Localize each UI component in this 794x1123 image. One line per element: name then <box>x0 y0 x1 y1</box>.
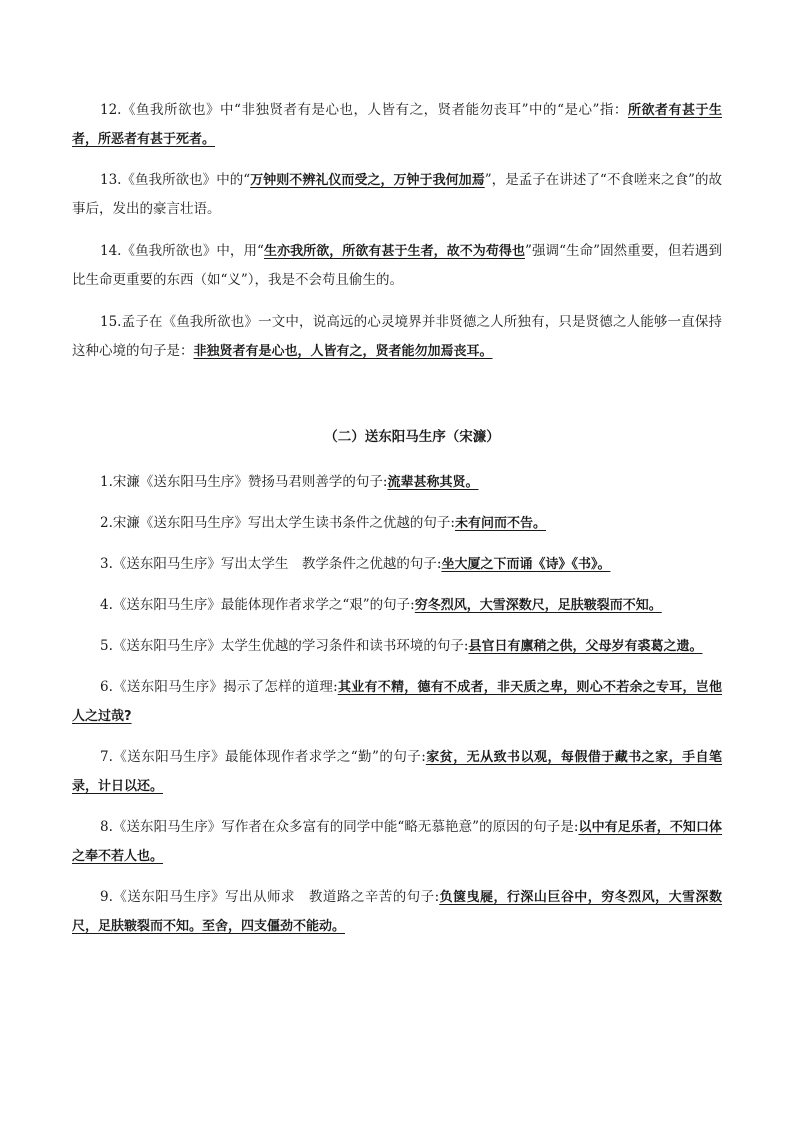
question-item <box>72 308 722 366</box>
answer-text: 流辈甚称其贤。 <box>387 475 479 490</box>
answer-text: 生亦我所欲，所欲有甚于生者，故不为苟得也 <box>263 244 526 259</box>
question-text: 6.《送东阳马生序》揭示了怎样的道理: <box>100 679 338 695</box>
question-text: 5.《送东阳马生序》太学生优越的学习条件和读书环境的句子: <box>100 638 469 654</box>
answer-text: 县官日有廪稍之供，父母岁有裘葛之遗。 <box>468 639 703 654</box>
question-text: 12.《鱼我所欲也》中“非独贤者有是心也，人皆有之，贤者能勿丧耳”中的“是心”指： <box>100 102 628 118</box>
section-title: （二）送东阳马生序（宋濂） <box>324 429 500 445</box>
question-item <box>72 166 722 224</box>
answer-text: 负箧曳屣，行深山巨谷中，穷冬烈风，大雪深数尺，足肤皲裂而不知。至舍，四支僵劲不能动。 <box>72 890 722 934</box>
answer-text: 坐大厦之下而诵《诗》《书》。 <box>441 557 611 572</box>
answer-text: 以中有足乐者，不知口体之奉不若人也。 <box>72 820 722 864</box>
question-text: 13.《鱼我所欲也》中的“ <box>100 172 251 188</box>
answer-text: 其业有不精，德有不成者，非天质之卑，则心不若余之专耳，岂他人之过哉? <box>72 680 722 724</box>
question-text: 1.宋濂《送东阳马生序》赞扬马君则善学的句子: <box>100 474 388 490</box>
question-item <box>72 468 722 497</box>
question-text-after: ”强调“生命”固然重要，但若遇到比生命更重要的东西（如“义”），我是不会苟且偷生的。 <box>72 243 722 288</box>
answer-text: 万钟则不辨礼仪而受之，万钟于我何加焉 <box>250 173 485 188</box>
question-text: 8.《送东阳马生序》写作者在众多富有的同学中能“略无慕艳意”的原因的句子是: <box>100 819 579 835</box>
question-item <box>72 673 722 731</box>
question-item <box>72 632 722 661</box>
question-item <box>72 883 722 941</box>
question-text: 3.《送东阳马生序》写出太学生 教学条件之优越的句子: <box>100 556 442 572</box>
answer-text: 非独贤者有是心也，人皆有之，贤者能勿加焉丧耳。 <box>193 344 493 359</box>
question-item <box>72 813 722 871</box>
answer-text: 穷冬烈风，大雪深数尺，足肤皲裂而不知。 <box>414 598 662 613</box>
question-item <box>72 550 722 579</box>
question-item <box>72 237 722 295</box>
answer-text: 所欲者有甚于生者，所恶者有甚于死者。 <box>72 103 722 147</box>
question-text: 14.《鱼我所欲也》中，用“ <box>100 243 264 259</box>
question-item <box>72 509 722 538</box>
question-item <box>72 743 722 801</box>
question-text: 4.《送东阳马生序》最能体现作者求学之“艰”的句子: <box>100 597 415 613</box>
section-songdongyangmashengxu <box>72 468 722 941</box>
section-yuwosuoyuye <box>72 96 722 366</box>
question-item <box>72 96 722 154</box>
answer-text: 家贫，无从致书以观，每假借于藏书之家，手自笔录，计日以还。 <box>72 750 722 794</box>
question-text: 2.宋濂《送东阳马生序》写出太学生读书条件之优越的句子: <box>100 515 455 531</box>
answer-text: 未有问而不告。 <box>454 516 546 531</box>
question-text-after: ”，是孟子在讲述了“不食嗟来之食”的故事后，发出的豪言壮语。 <box>72 172 722 217</box>
question-text: 7.《送东阳马生序》最能体现作者求学之“勤”的句子: <box>100 749 426 765</box>
question-text: 15.孟子在《鱼我所欲也》一文中，说高远的心灵境界并非贤德之人所独有，只是贤德之人能够一直保持这种心境的句子是： <box>72 314 722 359</box>
question-item <box>72 591 722 620</box>
question-text: 9.《送东阳马生序》写出从师求 教道路之辛苦的句子: <box>100 889 440 905</box>
